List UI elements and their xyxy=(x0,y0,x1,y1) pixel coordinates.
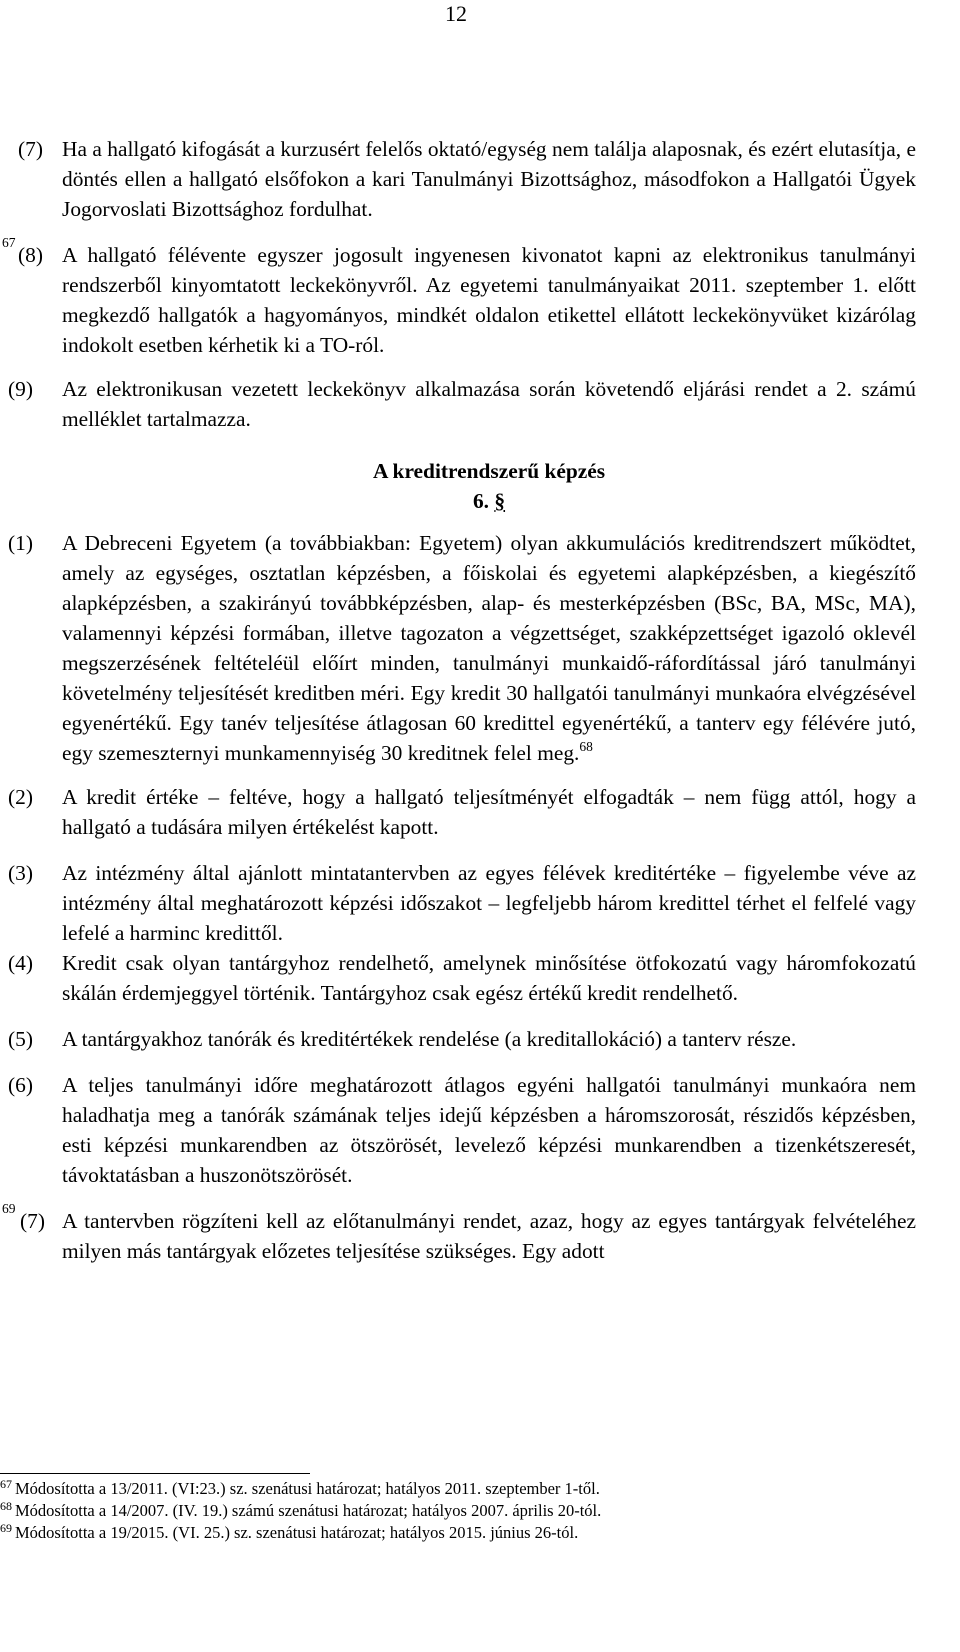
paragraph-number: (5) xyxy=(8,1027,33,1051)
paragraph-8 xyxy=(0,235,916,360)
footnote-69 xyxy=(0,1522,916,1544)
section-heading: A kreditrendszerű képzés xyxy=(372,459,606,483)
paragraph-text: Ha a hallgató kifogását a kurzusért felelős oktató/egység nem találja alaposnak, és ezért elutasítja, e döntés ellen a hallgató elsőfokon a kari Tanulmányi Bizottsághoz, másodfokon a Hallgatói Ügyek Jogorvoslati Bizottsághoz fordulhat. xyxy=(62,137,916,221)
paragraph-text: Az elektronikusan vezetett leckekönyv alkalmazása során követendő eljárási rendet a 2. számú melléklet tartalmazza. xyxy=(62,377,916,431)
footnote-text: Módosította a 13/2011. (VI:23.) sz. szenátusi határozat; hatályos 2011. szeptember 1-től. xyxy=(15,1479,600,1498)
paragraph-text: A kredit értéke – feltéve, hogy a hallgató teljesítményét elfogadták – nem függ attól, hogy a hallgató a tudására milyen értékelést kapott. xyxy=(62,785,916,839)
footnotes xyxy=(0,1478,916,1544)
paragraph-number: (2) xyxy=(8,785,33,809)
paragraph-number: (3) xyxy=(8,861,33,885)
section-sign-symbol: § xyxy=(494,489,506,513)
paragraph-6 xyxy=(0,1070,916,1190)
paragraph-number: (4) xyxy=(8,951,33,975)
paragraph-text xyxy=(62,528,916,768)
paragraph-2 xyxy=(0,782,916,842)
paragraph-number: (1) xyxy=(8,531,33,555)
footnote-text: Módosította a 19/2015. (VI. 25.) sz. szenátusi határozat; hatályos 2015. június 26-tól. xyxy=(15,1523,579,1542)
paragraph-text: A tantárgyakhoz tanórák és kreditértékek rendelése (a kreditallokáció) a tanterv része. xyxy=(62,1027,797,1051)
footnote-ref-69[interactable]: 69 xyxy=(2,1201,16,1216)
paragraph-7 xyxy=(0,134,916,224)
paragraph-number: (8) xyxy=(18,243,43,267)
page-number: 12 xyxy=(445,1,467,26)
paragraph-7b xyxy=(0,1201,916,1266)
paragraph-text: Kredit csak olyan tantárgyhoz rendelhető, amelynek minősítése ötfokozatú vagy háromfokozatú skálán érdemjeggyel történik. Tantárgyhoz csak egész értékű kredit rendelhető. xyxy=(62,951,916,1005)
paragraph-3 xyxy=(0,858,916,948)
document-body xyxy=(0,134,916,1266)
paragraph-number: (7) xyxy=(20,1209,45,1233)
paragraph-text: Az intézmény által ajánlott mintatantervben az egyes félévek kreditértéke – figyelembe véve az intézmény által meghatározott képzési időszakot – legfeljebb három kredittel térhet el felfelé vagy lefelé a harminc kredittől. xyxy=(62,861,916,945)
footnote-68 xyxy=(0,1500,916,1522)
footnote-mark: 68 xyxy=(0,1499,12,1513)
footnote-mark: 67 xyxy=(0,1477,12,1491)
footnote-67 xyxy=(0,1478,916,1500)
paragraph-9 xyxy=(0,374,916,434)
paragraph-text-content: A Debreceni Egyetem (a továbbiakban: Egyetem) olyan akkumulációs kreditrendszert működtet, amely az egységes, osztatlan képzésben, a főiskolai és egyetemi alapképzésben, a kiegészítő alapképzésben, a szakirányú továbbképzésben, alap- és mesterképzésben (BSc, BA, MSc, MA), valamennyi képzési formában, illetve tagozaton a végzettséget, szakképzettséget igazoló oklevél megszerzésének feltételéül előírt minden, tanulmányi munkaidő-ráfordítással járó tanulmányi követelmény teljesítését kreditben méri. Egy kredit 30 hallgatói tanulmányi munkaóra elvégzésével egyenértékű. Egy tanév teljesítése átlagosan 60 kredittel egyenértékű, a tanterv egy félévére jutó, egy szemeszternyi munkamennyiség 30 kreditnek felel meg. xyxy=(62,531,916,765)
paragraph-text: A tantervben rögzíteni kell az előtanulmányi rendet, azaz, hogy az egyes tantárgyak felvételéhez milyen más tantárgyak előzetes teljesítése szükséges. Egy adott xyxy=(62,1209,916,1263)
section-number xyxy=(62,486,916,516)
paragraph-number: (7) xyxy=(18,137,43,161)
footnote-text: Módosította a 14/2007. (IV. 19.) számú szenátusi határozat; hatályos 2007. április 20-tól. xyxy=(15,1501,602,1520)
footnote-separator xyxy=(0,1473,310,1474)
paragraph-number: (6) xyxy=(8,1073,33,1097)
footnote-mark: 69 xyxy=(0,1521,12,1535)
paragraph-4 xyxy=(0,948,916,1008)
paragraph-text: A hallgató félévente egyszer jogosult ingyenesen kivonatot kapni az elektronikus tanulmányi rendszerből kinyomtatott leckekönyvről. Az egyetemi tanulmányaikat 2011. szeptember 1. előtt megkezdő hallgatók a hagyományos, mindkét oldalon etikettel ellátott leckekönyvüket kizárólag indokolt esetben kérhetik ki a TO-ról. xyxy=(62,243,916,357)
paragraph-text: A teljes tanulmányi időre meghatározott átlagos egyéni hallgatói tanulmányi munkaóra nem haladhatja meg a tanórák számának teljes idejű képzésben a háromszorosát, részidős képzésben, esti képzési munkarendben az ötszörösét, levelező képzési munkarendben a tizenkétszeresét, távoktatásban a huszonötszörösét. xyxy=(62,1073,916,1187)
footnote-ref-67[interactable]: 67 xyxy=(2,235,16,250)
section-num-label: 6. xyxy=(472,489,489,513)
paragraph-number: (9) xyxy=(8,377,33,401)
paragraph-1 xyxy=(0,528,916,768)
paragraph-5 xyxy=(0,1024,916,1054)
footnote-ref-68[interactable]: 68 xyxy=(579,739,593,754)
